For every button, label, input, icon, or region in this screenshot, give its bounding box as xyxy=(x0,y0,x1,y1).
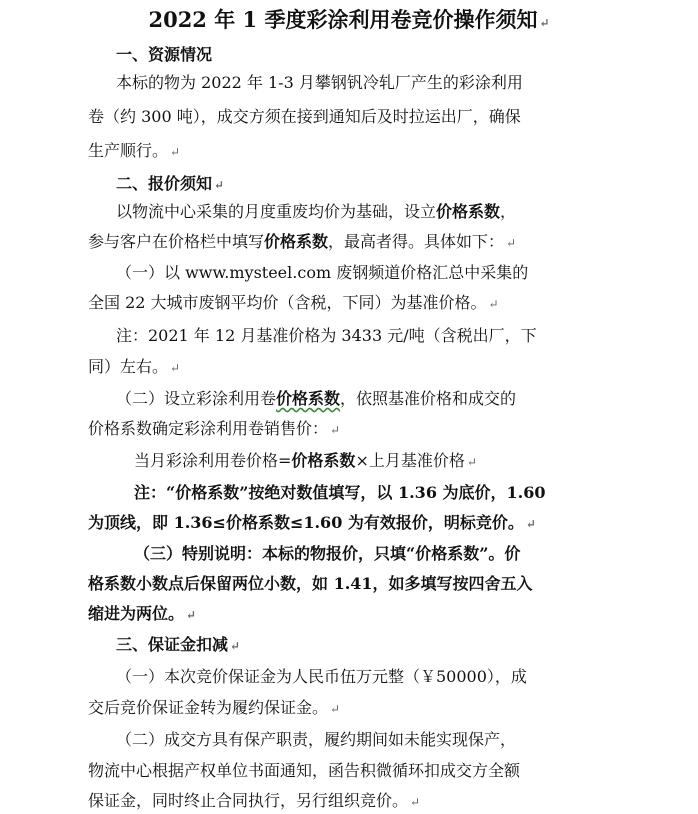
paragraph-mark-icon: ↵ xyxy=(525,517,536,531)
page-title: 2022 年 1 季度彩涂利用卷竞价操作须知 ↵ xyxy=(148,7,550,32)
special-note-line: 缩进为两位。 ↵ xyxy=(88,604,197,623)
paragraph-mark-icon: ↵ xyxy=(170,361,181,375)
special-note-line: 格系数小数点后保留两位小数，如 1.41，如多填写按四舍五入 xyxy=(88,574,533,593)
paragraph-mark-icon: ↵ xyxy=(506,236,517,250)
paragraph-mark-icon: ↵ xyxy=(214,178,225,192)
paragraph-mark-icon: ↵ xyxy=(186,608,197,622)
paragraph-mark-icon: ↵ xyxy=(170,145,181,159)
paragraph-mark-icon: ↵ xyxy=(330,423,341,437)
section-heading-quotation: 二、报价须知 ↵ xyxy=(116,174,225,193)
body-line: 保证金，同时终止合同执行，另行组织竞价。 ↵ xyxy=(88,791,421,810)
body-line: 全国 22 大城市废钢平均价（含税，下同）为基准价格。 ↵ xyxy=(88,293,499,312)
special-note-line: （三）特别说明：本标的物报价，只填“价格系数”。价 xyxy=(134,544,521,563)
body-line: （二）设立彩涂利用卷价格系数，依照基准价格和成交的 xyxy=(116,389,517,408)
paragraph-mark-icon: ↵ xyxy=(410,795,421,809)
body-line: 参与客户在价格栏中填写价格系数，最高者得。具体如下： ↵ xyxy=(88,232,517,251)
body-line: 物流中心根据产权单位书面通知，函告积微循环扣成交方全额 xyxy=(88,761,521,780)
body-line: （一）以 www.mysteel.com 废钢频道价格汇总中采集的 xyxy=(116,263,529,282)
paragraph-mark-icon: ↵ xyxy=(466,455,477,469)
body-line: （二）成交方具有保产职责，履约期间如未能实现保产， xyxy=(116,730,517,749)
body-line: 交后竞价保证金转为履约保证金。 ↵ xyxy=(88,698,341,717)
paragraph-mark-icon: ↵ xyxy=(230,639,241,653)
body-line: 卷（约 300 吨），成交方须在接到通知后及时拉运出厂，确保 xyxy=(88,107,521,126)
body-line: 价格系数确定彩涂利用卷销售价： ↵ xyxy=(88,419,341,438)
paragraph-mark-icon: ↵ xyxy=(539,16,550,30)
body-line: 本标的物为 2022 年 1-3 月攀钢钒冷轧厂产生的彩涂利用 xyxy=(116,73,523,92)
body-line: 同）左右。 ↵ xyxy=(88,357,181,376)
bold-note-line: 为顶线，即 1.36≤价格系数≤1.60 为有效报价，明标竞价。 ↵ xyxy=(88,513,536,532)
formula-line: 当月彩涂利用卷价格=价格系数×上月基准价格 ↵ xyxy=(134,451,477,470)
section-heading-resources: 一、资源情况 xyxy=(116,45,213,64)
body-line: 注：2021 年 12 月基准价格为 3433 元/吨（含税出厂，下 xyxy=(116,326,537,345)
section-heading-deposit: 三、保证金扣减 ↵ xyxy=(116,635,241,654)
bold-note-line: 注：“价格系数”按绝对数值填写，以 1.36 为底价，1.60 xyxy=(134,483,546,502)
paragraph-mark-icon: ↵ xyxy=(330,702,341,716)
paragraph-mark-icon: ↵ xyxy=(488,297,499,311)
body-line: （一）本次竞价保证金为人民币伍万元整（￥50000），成 xyxy=(116,667,527,686)
body-line: 生产顺行。 ↵ xyxy=(88,141,181,160)
body-line: 以物流中心采集的月度重废均价为基础，设立价格系数， xyxy=(116,202,517,221)
